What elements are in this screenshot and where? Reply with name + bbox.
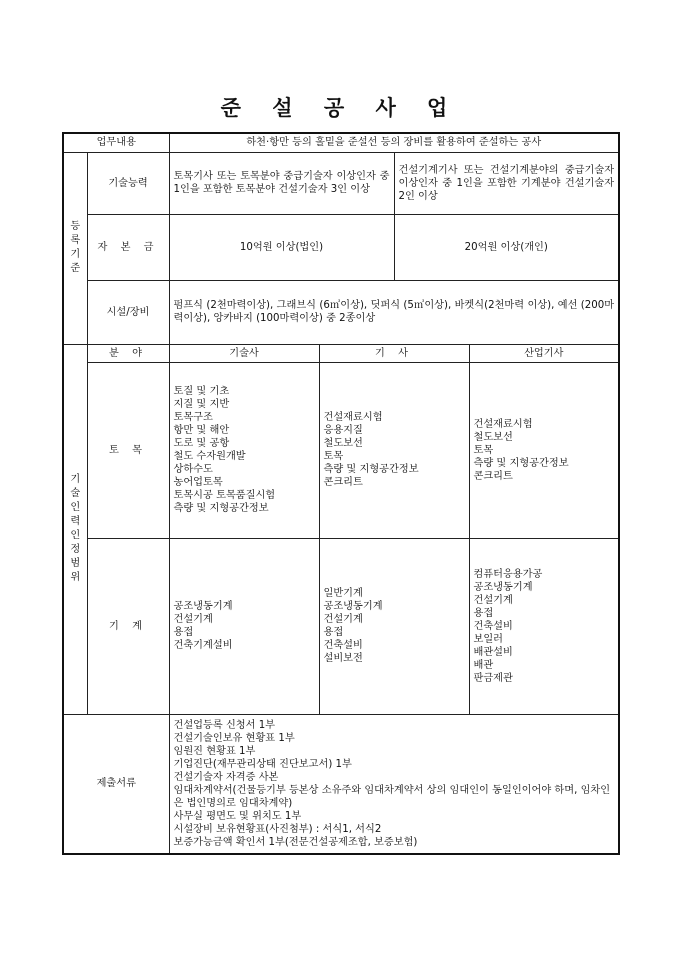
work-content-label: 업무내용 xyxy=(63,133,169,152)
list-item: 토질 및 기초 xyxy=(173,386,230,397)
list-item: 용접 xyxy=(173,627,194,638)
machine-label: 기 계 xyxy=(87,538,169,714)
tech-ability-label: 기술능력 xyxy=(87,152,169,214)
list-item: 보일러 xyxy=(473,633,504,645)
list-item: 건설기계 xyxy=(323,614,363,625)
list-item: 응용지질 xyxy=(323,425,363,436)
capital-label: 자 본 금 xyxy=(87,214,169,280)
list-item: 콘크리트 xyxy=(323,477,363,488)
header-industrial: 산업기사 xyxy=(469,344,619,362)
list-item: 건축기계설비 xyxy=(173,640,233,651)
registration-criteria-label: 등 록 기 준 xyxy=(63,152,87,344)
list-item: 측량 및 지형공간정보 xyxy=(173,503,269,514)
page-title: 준 설 공 사 업 xyxy=(220,96,460,120)
list-item: 보증가능금액 확인서 1부(전문건설공제조합, 보증보험) xyxy=(173,836,418,848)
list-item: 건설기계 xyxy=(473,594,513,606)
list-item: 측량 및 지형공간정보 xyxy=(473,457,569,469)
machine-technician-list xyxy=(319,538,469,714)
list-item: 일반기계 xyxy=(323,588,363,599)
list-item: 건설재료시험 xyxy=(473,418,533,430)
list-item: 건설기술자 자격증 사본 xyxy=(173,771,279,783)
list-item: 건축설비 xyxy=(473,620,513,632)
list-item: 철도 수자원개발 xyxy=(173,451,246,462)
list-item: 건설기술인보유 현황표 1부 xyxy=(173,732,295,744)
list-item: 철도보선 xyxy=(473,431,513,443)
list-item: 용접 xyxy=(323,627,344,638)
equipment-label: 시설/장비 xyxy=(87,280,169,344)
list-item: 건설기계 xyxy=(173,614,213,625)
list-item: 컴퓨터응용가공 xyxy=(473,568,543,580)
list-item: 시설장비 보유현황표(사진첨부) : 서식1, 서식2 xyxy=(173,823,382,835)
list-item: 건설재료시험 xyxy=(323,412,383,423)
list-item: 건축설비 xyxy=(323,640,363,651)
machine-industrial-list xyxy=(469,538,619,714)
tech-ability-individual: 건설기계기사 또는 건설기계분야의 중급기술자 이상인자 중 1인을 포함한 기계분야 건설기술자 2인 이상 xyxy=(394,152,619,214)
list-item: 농어업토목 xyxy=(173,477,223,488)
list-item: 용접 xyxy=(473,607,494,619)
tech-ability-corporate: 토목기사 또는 토목분야 중급기술자 이상인자 중 1인을 포함한 토목분야 건설기술자 3인 이상 xyxy=(169,152,394,214)
list-item: 토목시공 토목품질시험 xyxy=(173,490,276,501)
list-item: 토목 xyxy=(323,451,344,462)
list-item: 판금제관 xyxy=(473,672,513,684)
list-item: 배관설비 xyxy=(473,646,513,658)
list-item: 공조냉동기계 xyxy=(173,601,233,612)
list-item: 공조냉동기계 xyxy=(473,581,533,593)
list-item: 임대차계약서(건물등기부 등본상 소유주와 임대차계약서 상의 임대인이 동일인이어야 하며, 임차인은 법인명의로 임대차계약) xyxy=(173,784,611,809)
documents-list xyxy=(169,714,619,854)
header-field: 분 야 xyxy=(87,344,169,362)
work-content-value: 하천·항만 등의 홀밑을 준설선 등의 장비를 활용하여 준설하는 공사 xyxy=(169,133,619,152)
header-technician: 기 사 xyxy=(319,344,469,362)
list-item: 지질 및 지반 xyxy=(173,399,230,410)
machine-engineer-list xyxy=(169,538,319,714)
license-requirements-table xyxy=(62,132,620,855)
list-item: 기업진단(재무관리상태 진단보고서) 1부 xyxy=(173,758,352,770)
civil-label: 토 목 xyxy=(87,362,169,538)
list-item: 임원진 현황표 1부 xyxy=(173,745,256,757)
capital-corporate: 10억원 이상(법인) xyxy=(169,214,394,280)
tech-scope-label: 기 술 인 력 인 정 범 위 xyxy=(63,344,87,714)
list-item: 사무실 평면도 및 위치도 1부 xyxy=(173,810,302,822)
documents-label: 제출서류 xyxy=(63,714,169,854)
list-item: 콘크리트 xyxy=(473,470,513,482)
civil-technician-list xyxy=(319,362,469,538)
list-item: 토목구조 xyxy=(173,412,213,423)
list-item: 측량 및 지형공간정보 xyxy=(323,464,419,475)
list-item: 항만 및 해안 xyxy=(173,425,230,436)
list-item: 건설업등록 신청서 1부 xyxy=(173,719,276,731)
civil-engineer-list xyxy=(169,362,319,538)
equipment-value: 펌프식 (2천마력이상), 그래브식 (6㎥이상), 딧퍼식 (5㎥이상), 바켓식(2천마력 이상), 예선 (200마력이상), 앙카바지 (100마력이상) 중 2종이상 xyxy=(169,280,619,344)
list-item: 공조냉동기계 xyxy=(323,601,383,612)
list-item: 도로 및 공항 xyxy=(173,438,230,449)
header-engineer: 기술사 xyxy=(169,344,319,362)
list-item: 토목 xyxy=(473,444,494,456)
list-item: 배관 xyxy=(473,659,494,671)
list-item: 설비보전 xyxy=(323,653,363,664)
list-item: 상하수도 xyxy=(173,464,213,475)
list-item: 철도보선 xyxy=(323,438,363,449)
civil-industrial-list xyxy=(469,362,619,538)
capital-individual: 20억원 이상(개인) xyxy=(394,214,619,280)
